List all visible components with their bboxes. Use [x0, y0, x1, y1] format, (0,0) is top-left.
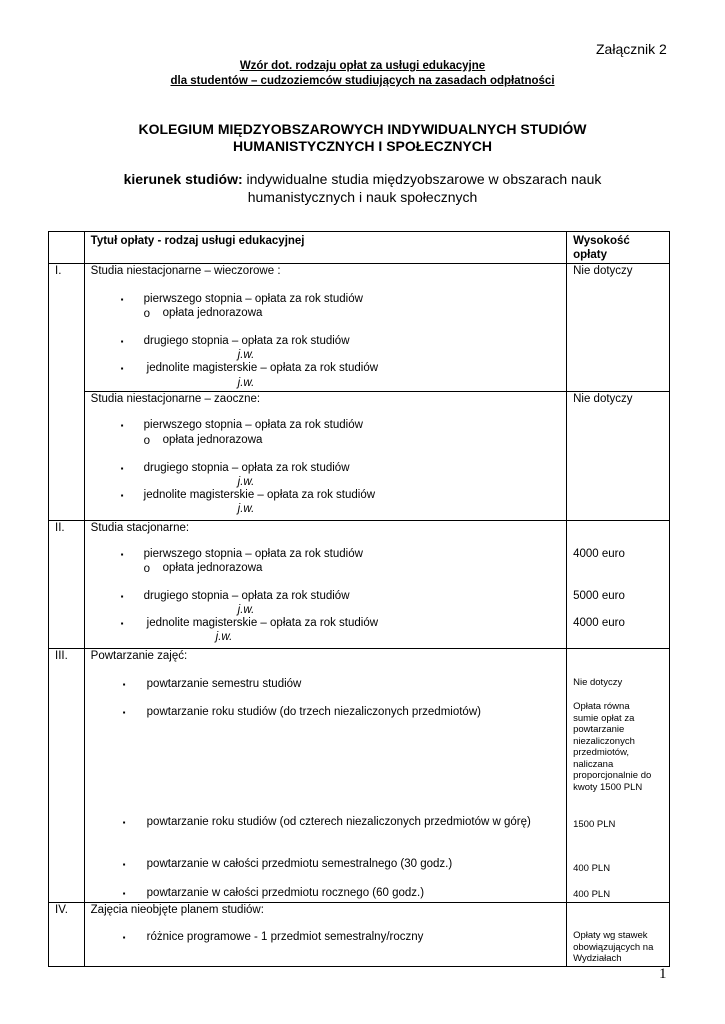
table-row-section-2: [49, 521, 670, 649]
section-3-amount-2-line-3: powtarzanie: [573, 724, 625, 735]
subrow-divider: [84, 391, 567, 392]
bullet-icon: ▪: [120, 619, 124, 628]
field-value-line-2: humanistycznych i nauk społecznych: [247, 189, 478, 205]
bullet-icon: ▪: [120, 464, 124, 473]
section-4-amount-line-2: obowiązujących na: [573, 941, 654, 953]
section-2-jw-1: j.w.: [237, 604, 255, 616]
bullet-icon: ▪: [120, 364, 124, 373]
column-title-header: Tytuł opłaty - rodzaj usługi edukacyjnej: [90, 235, 305, 247]
section-1a-item-2: drugiego stopnia – opłata za rok studiów: [143, 335, 350, 347]
bullet-icon: ▪: [120, 295, 124, 304]
header-num-cell: [49, 232, 85, 264]
bullet-icon: ▪: [122, 860, 126, 869]
section-3-amount-2-line-5: przedmiotów,: [573, 747, 630, 758]
section-4-amount-line-3: Wydziałach: [573, 953, 622, 964]
table-row-section-4: [49, 903, 670, 967]
section-4-title-cell: [84, 903, 566, 967]
table-row-section-3: [49, 649, 670, 903]
section-1a-amount: Nie dotyczy: [573, 265, 633, 277]
section-3-amount-cell: [567, 649, 670, 903]
section-1a-jw-1: j.w.: [237, 349, 255, 361]
section-3-amount-2-line-4: niezaliczonych: [573, 735, 635, 747]
section-1a-sub-1: opłata jednorazowa: [162, 307, 263, 319]
section-3-title-cell: [84, 649, 566, 903]
section-1b-sub-1: opłata jednorazowa: [162, 434, 263, 446]
section-3-amount-2-line-8: kwoty 1500 PLN: [573, 781, 643, 793]
section-3-amount-4: 400 PLN: [573, 863, 611, 874]
section-2-title-cell: [84, 521, 566, 649]
section-1b-jw-2: j.w.: [237, 503, 255, 515]
section-4-amount-line-1: Opłaty wg stawek: [573, 930, 648, 941]
section-4-amount-cell: [567, 903, 670, 967]
section-4-num: [49, 903, 85, 967]
section-1-title-cell: [84, 264, 566, 521]
circle-bullet-icon: o: [143, 563, 151, 575]
section-3-amount-2-line-6: naliczana: [573, 758, 614, 770]
section-2-amount-3: 4000 euro: [573, 617, 625, 629]
section-3-num: [49, 649, 85, 903]
bullet-icon: ▪: [120, 337, 124, 346]
section-1b-item-2: drugiego stopnia – opłata za rok studiów: [143, 462, 350, 474]
bullet-icon: ▪: [122, 933, 126, 942]
section-4-title: Zajęcia nieobjęte planem studiów:: [90, 904, 264, 916]
section-3-amount-2-line-2: sumie opłat za: [573, 712, 635, 724]
bullet-icon: ▪: [120, 421, 124, 430]
section-2-amount-1: 4000 euro: [573, 548, 625, 560]
header-line-2: dla studentów – cudzoziemców studiujących na zasadach odpłatności: [170, 75, 555, 87]
section-1b-amount: Nie dotyczy: [573, 393, 633, 405]
section-1-amount-cell: [567, 264, 670, 521]
table-row-section-1: [49, 264, 670, 521]
bullet-icon: ▪: [122, 818, 126, 827]
section-3-amount-3: 1500 PLN: [573, 819, 616, 830]
bullet-icon: ▪: [120, 592, 124, 601]
attachment-label: Załącznik 2: [596, 41, 667, 57]
section-3-amount-5: 400 PLN: [573, 889, 611, 900]
section-3-title: Powtarzanie zajęć:: [90, 650, 188, 662]
section-3-item-2: powtarzanie roku studiów (do trzech niezaliczonych przedmiotów): [146, 706, 481, 718]
section-1b-item-1: pierwszego stopnia – opłata za rok studiów: [143, 419, 363, 431]
section-2-item-3: jednolite magisterskie – opłata za rok studiów: [146, 617, 379, 629]
section-3-amount-1: Nie dotyczy: [573, 677, 623, 688]
table-header-row: [49, 232, 670, 264]
section-4-number: IV.: [55, 904, 69, 916]
section-1a-title: Studia niestacjonarne – wieczorowe :: [90, 265, 281, 277]
column-amount-header-1: Wysokość: [573, 235, 630, 247]
circle-bullet-icon: o: [143, 435, 151, 447]
bullet-icon: ▪: [120, 550, 124, 559]
section-2-number: II.: [55, 522, 65, 534]
section-3-number: III.: [55, 650, 68, 662]
college-name-line-1: KOLEGIUM MIĘDZYOBSZAROWYCH INDYWIDUALNYCH STUDIÓW: [138, 121, 587, 137]
section-3-item-4: powtarzanie w całości przedmiotu semestralnego (30 godz.): [146, 858, 453, 870]
section-2-title: Studia stacjonarne:: [90, 522, 190, 534]
college-name-line-2: HUMANISTYCZNYCH I SPOŁECZNYCH: [232, 138, 492, 154]
section-1-num: [49, 264, 85, 521]
section-1a-item-1: pierwszego stopnia – opłata za rok studiów: [143, 293, 363, 305]
page-number: 1: [659, 966, 667, 982]
header-title-cell: [84, 232, 566, 264]
section-2-sub-1: opłata jednorazowa: [162, 562, 263, 574]
section-1a-jw-2: j.w.: [237, 377, 255, 389]
bullet-icon: ▪: [120, 491, 124, 500]
field-of-study: [0, 170, 725, 188]
section-1b-jw-1: j.w.: [237, 476, 255, 488]
section-1b-item-3: jednolite magisterskie – opłata za rok studiów: [143, 489, 376, 501]
section-3-amount-2-line-7: proporcjonalnie do: [573, 770, 652, 781]
subrow-divider: [566, 391, 670, 392]
section-1b-title: Studia niestacjonarne – zaoczne:: [90, 393, 261, 405]
header-line-1: Wzór dot. rodzaju opłat za usługi edukacyjne: [239, 60, 486, 72]
section-2-item-1: pierwszego stopnia – opłata za rok studiów: [143, 548, 363, 560]
column-amount-header-2: opłaty: [573, 249, 607, 261]
section-4-item-1: różnice programowe - 1 przedmiot semestralny/roczny: [146, 931, 424, 943]
circle-bullet-icon: o: [143, 308, 151, 320]
section-3-item-5: powtarzanie w całości przedmiotu rocznego (60 godz.): [146, 887, 425, 899]
header-amount-cell: [567, 232, 670, 264]
section-3-item-3: powtarzanie roku studiów (od czterech niezaliczonych przedmiotów w górę): [146, 816, 531, 828]
section-2-num: [49, 521, 85, 649]
section-1-number: I.: [55, 265, 62, 277]
bullet-icon: ▪: [122, 680, 126, 689]
section-2-amount-2: 5000 euro: [573, 590, 625, 602]
fees-table: [48, 231, 670, 967]
section-3-item-1: powtarzanie semestru studiów: [146, 678, 302, 690]
section-3-amount-2-line-1: Opłata równa: [573, 701, 630, 712]
bullet-icon: ▪: [122, 889, 126, 898]
section-2-amount-cell: [567, 521, 670, 649]
field-label: kierunek studiów:: [123, 171, 243, 187]
section-1a-item-3: jednolite magisterskie – opłata za rok studiów: [146, 362, 379, 374]
bullet-icon: ▪: [122, 708, 126, 717]
section-2-jw-2: j.w.: [215, 631, 233, 643]
field-value-line-1: indywidualne studia międzyobszarowe w obszarach nauk: [246, 171, 602, 187]
section-2-item-2: drugiego stopnia – opłata za rok studiów: [143, 590, 350, 602]
